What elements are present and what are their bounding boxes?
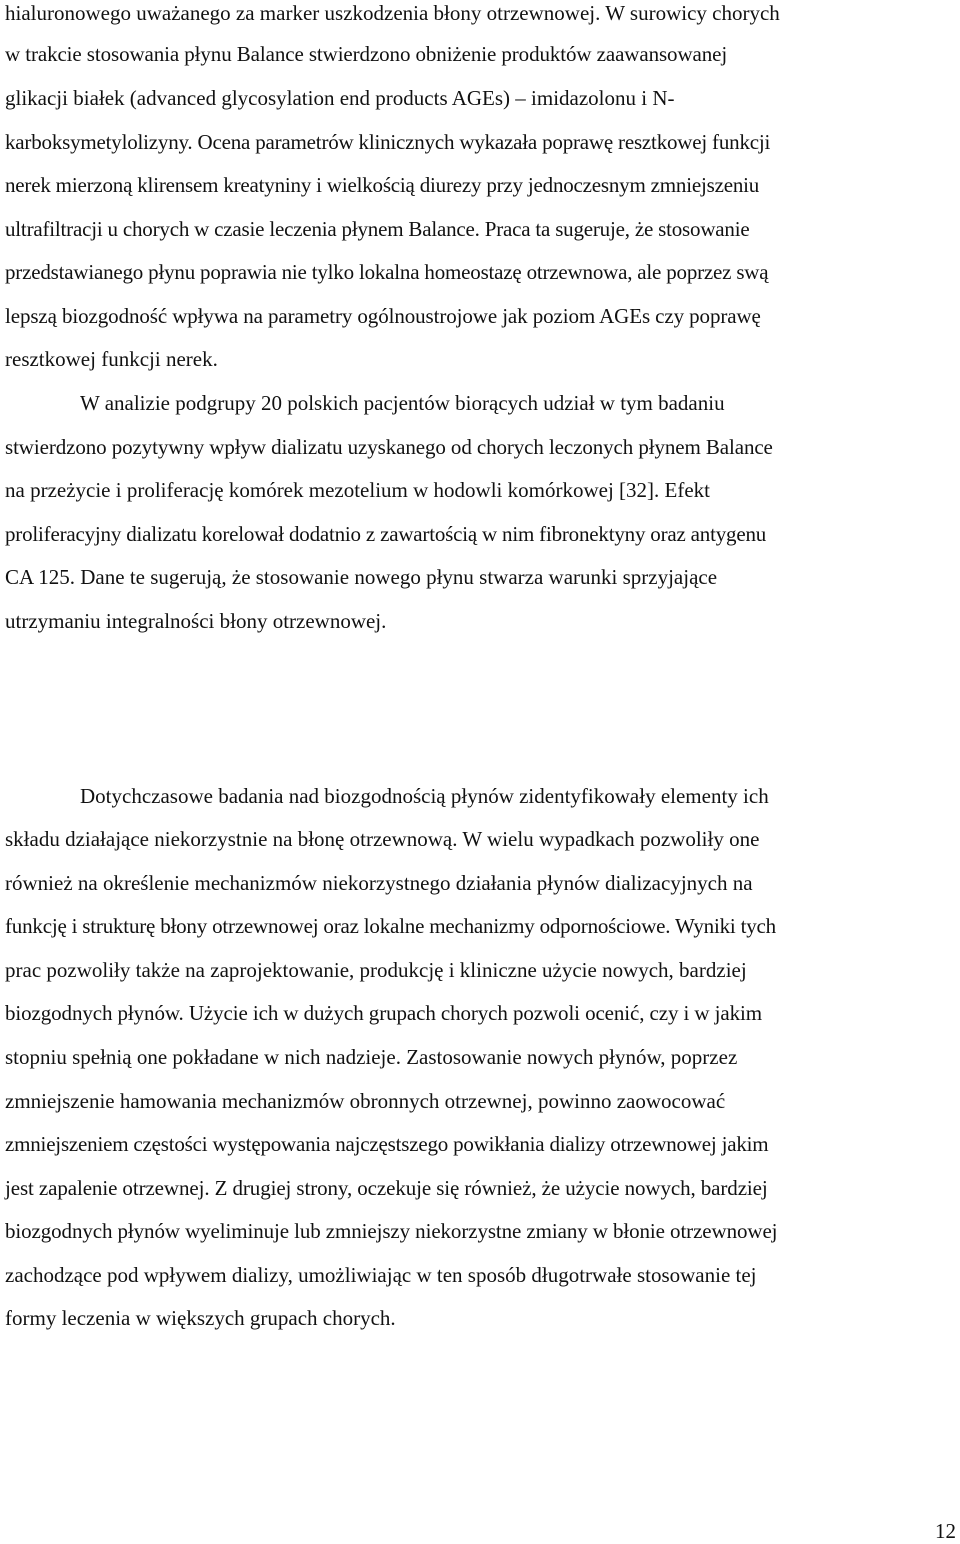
paragraph-line: biozgodnych płynów. Użycie ich w dużych grupach chorych pozwoli ocenić, czy i w jakim	[5, 1001, 762, 1025]
paragraph-line: na przeżycie i proliferację komórek mezotelium w hodowli komórkowej [32]. Efekt	[5, 478, 710, 502]
paragraph-line: przedstawianego płynu poprawia nie tylko lokalna homeostazę otrzewnowa, ale poprzez swą	[5, 260, 769, 284]
paragraph-line: ultrafiltracji u chorych w czasie leczenia płynem Balance. Praca ta sugeruje, że stosowanie	[5, 217, 750, 241]
paragraph-line: CA 125. Dane te sugerują, że stosowanie nowego płynu stwarza warunki sprzyjające	[5, 565, 718, 589]
paragraph-line: składu działające niekorzystnie na błonę otrzewnową. W wielu wypadkach pozwoliły one	[5, 827, 760, 851]
paragraph-line: W analizie podgrupy 20 polskich pacjentów biorących udział w tym badaniu	[80, 391, 725, 415]
paragraph-line: utrzymaniu integralności błony otrzewnowej.	[5, 609, 387, 633]
paragraph-line: zmniejszeniem częstości występowania najczęstszego powikłania dializy otrzewnowej jakim	[5, 1132, 769, 1156]
paragraph-line: stopniu spełnią one pokładane w nich nadzieje. Zastosowanie nowych płynów, poprzez	[5, 1045, 738, 1069]
paragraph-line: również na określenie mechanizmów niekorzystnego działania płynów dializacyjnych na	[5, 871, 753, 895]
paragraph-line: stwierdzono pozytywny wpływ dializatu uzyskanego od chorych leczonych płynem Balance	[5, 435, 773, 459]
paragraph-line: resztkowej funkcji nerek.	[5, 347, 218, 371]
paragraph-line: jest zapalenie otrzewnej. Z drugiej strony, oczekuje się również, że użycie nowych, bardziej	[5, 1176, 768, 1200]
page-number: 12	[935, 1519, 956, 1543]
paragraph-line: biozgodnych płynów wyeliminuje lub zmniejszy niekorzystne zmiany w błonie otrzewnowej	[5, 1219, 778, 1243]
paragraph-line: formy leczenia w większych grupach chorych.	[5, 1306, 396, 1330]
paragraph-line: lepszą biozgodność wpływa na parametry ogólnoustrojowe jak poziom AGEs czy poprawę	[5, 304, 761, 328]
paragraph-line: karboksymetylolizyny. Ocena parametrów klinicznych wykazała poprawę resztkowej funkcji	[5, 130, 771, 154]
paragraph-line: zachodzące pod wpływem dializy, umożliwiając w ten sposób długotrwałe stosowanie tej	[5, 1263, 757, 1287]
paragraph-line: zmniejszenie hamowania mechanizmów obronnych otrzewnej, powinno zaowocować	[5, 1089, 726, 1113]
paragraph-line: prac pozwoliły także na zaprojektowanie, produkcję i kliniczne użycie nowych, bardziej	[5, 958, 747, 982]
paragraph-line: funkcję i strukturę błony otrzewnowej oraz lokalne mechanizmy odpornościowe. Wyniki tych	[5, 914, 776, 938]
paragraph-line: hialuronowego uważanego za marker uszkodzenia błony otrzewnowej. W surowicy chorych	[5, 1, 780, 25]
paragraph-line: nerek mierzoną klirensem kreatyniny i wielkością diurezy przy jednoczesnym zmniejszeniu	[5, 173, 760, 197]
paragraph-line: glikacji białek (advanced glycosylation end products AGEs) – imidazolonu i N-	[5, 86, 675, 110]
paragraph-line: Dotychczasowe badania nad biozgodnością płynów zidentyfikowały elementy ich	[80, 784, 769, 808]
paragraph-line: w trakcie stosowania płynu Balance stwierdzono obniżenie produktów zaawansowanej	[5, 42, 728, 66]
paragraph-line: proliferacyjny dializatu korelował dodatnio z zawartością w nim fibronektyny oraz antygenu	[5, 522, 767, 546]
